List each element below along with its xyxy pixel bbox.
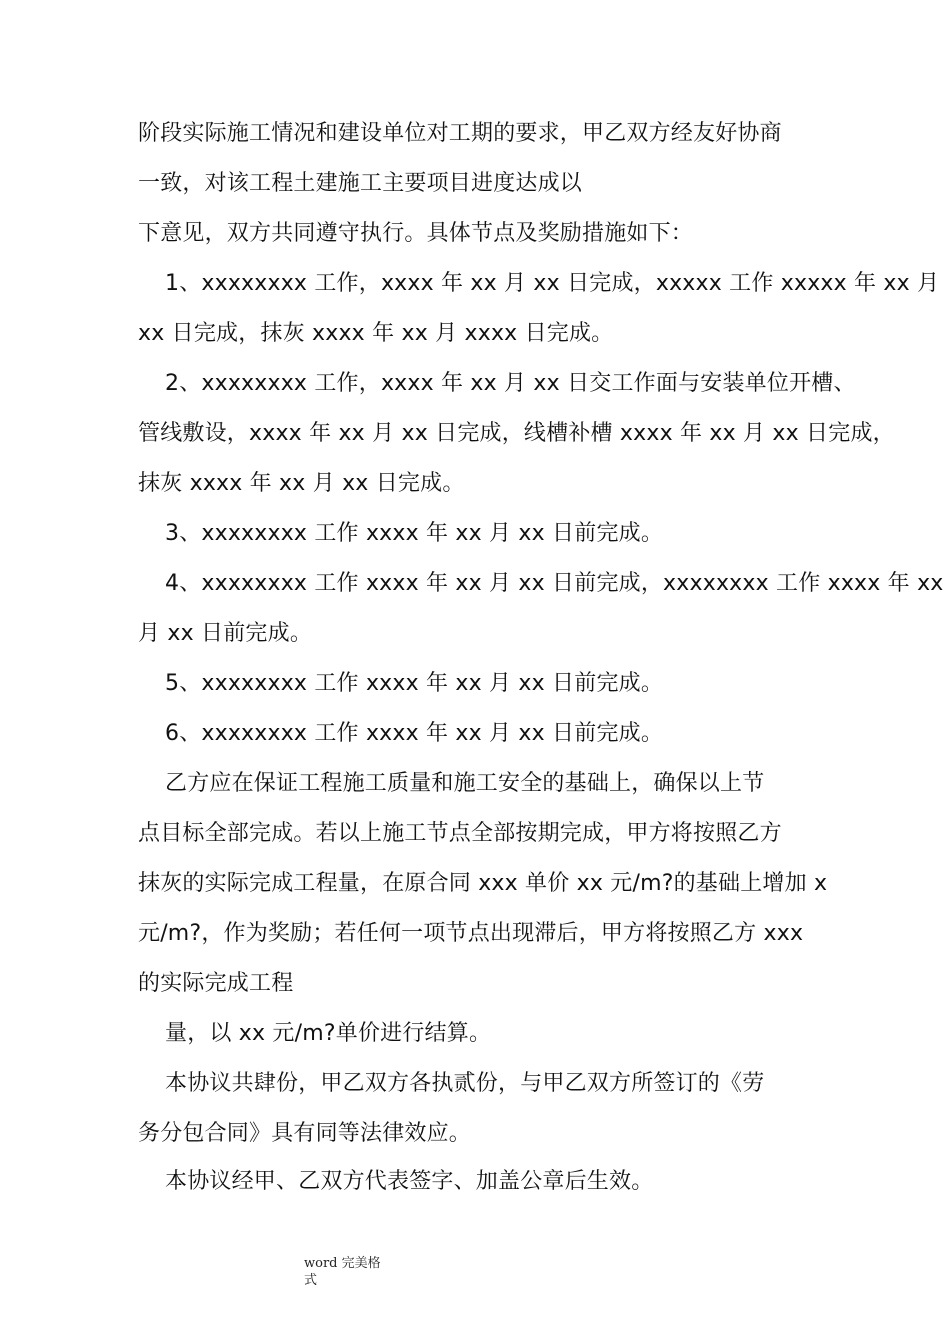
list-item: 5、xxxxxxxx 工作 xxxx 年 xx 月 xx 日前完成。 <box>165 671 664 696</box>
paragraph-line: 元/m?，作为奖励；若任何一项节点出现滞后，甲方将按照乙方 xxx <box>138 921 804 946</box>
list-item: 3、xxxxxxxx 工作 xxxx 年 xx 月 xx 日前完成。 <box>165 521 664 546</box>
paragraph-line: 的实际完成工程 <box>138 971 294 996</box>
paragraph-line: 阶段实际施工情况和建设单位对工期的要求，甲乙双方经友好协商 <box>138 121 782 146</box>
paragraph-line: 点目标全部完成。若以上施工节点全部按期完成，甲方将按照乙方 <box>138 821 782 846</box>
footer-text: 式 <box>304 1273 318 1288</box>
paragraph-line: 一致，对该工程土建施工主要项目进度达成以 <box>138 171 583 196</box>
paragraph-line: 乙方应在保证工程施工质量和施工安全的基础上，确保以上节 <box>165 771 765 796</box>
list-item-continuation: 月 xx 日前完成。 <box>138 621 313 646</box>
paragraph-line: 务分包合同》具有同等法律效应。 <box>138 1121 472 1146</box>
list-item-continuation: 抹灰 xxxx 年 xx 月 xx 日完成。 <box>138 471 465 496</box>
list-item: 6、xxxxxxxx 工作 xxxx 年 xx 月 xx 日前完成。 <box>165 721 664 746</box>
paragraph-line: 抹灰的实际完成工程量，在原合同 xxx 单价 xx 元/m?的基础上增加 x <box>138 871 828 896</box>
paragraph-line: 本协议经甲、乙双方代表签字、加盖公章后生效。 <box>165 1169 654 1194</box>
paragraph-line: 量，以 xx 元/m?单价进行结算。 <box>165 1021 492 1046</box>
list-item-continuation: 管线敷设，xxxx 年 xx 月 xx 日完成，线槽补槽 xxxx 年 xx 月 xx 日完成， <box>138 421 895 446</box>
paragraph-line: 下意见，双方共同遵守执行。具体节点及奖励措施如下： <box>138 221 694 246</box>
paragraph-line: 本协议共肆份，甲乙双方各执贰份，与甲乙双方所签订的《劳 <box>165 1071 765 1096</box>
footer-text: word 完美格 <box>304 1256 381 1271</box>
list-item: 4、xxxxxxxx 工作 xxxx 年 xx 月 xx 日前完成，xxxxxxxx 工作 xxxx 年 xx <box>165 571 944 596</box>
list-item: 2、xxxxxxxx 工作，xxxx 年 xx 月 xx 日交工作面与安装单位开槽、 <box>165 371 856 396</box>
list-item-continuation: xx 日完成，抹灰 xxxx 年 xx 月 xxxx 日完成。 <box>138 321 614 346</box>
list-item: 1、xxxxxxxx 工作，xxxx 年 xx 月 xx 日完成，xxxxx 工作 xxxxx 年 xx 月 <box>165 271 940 296</box>
